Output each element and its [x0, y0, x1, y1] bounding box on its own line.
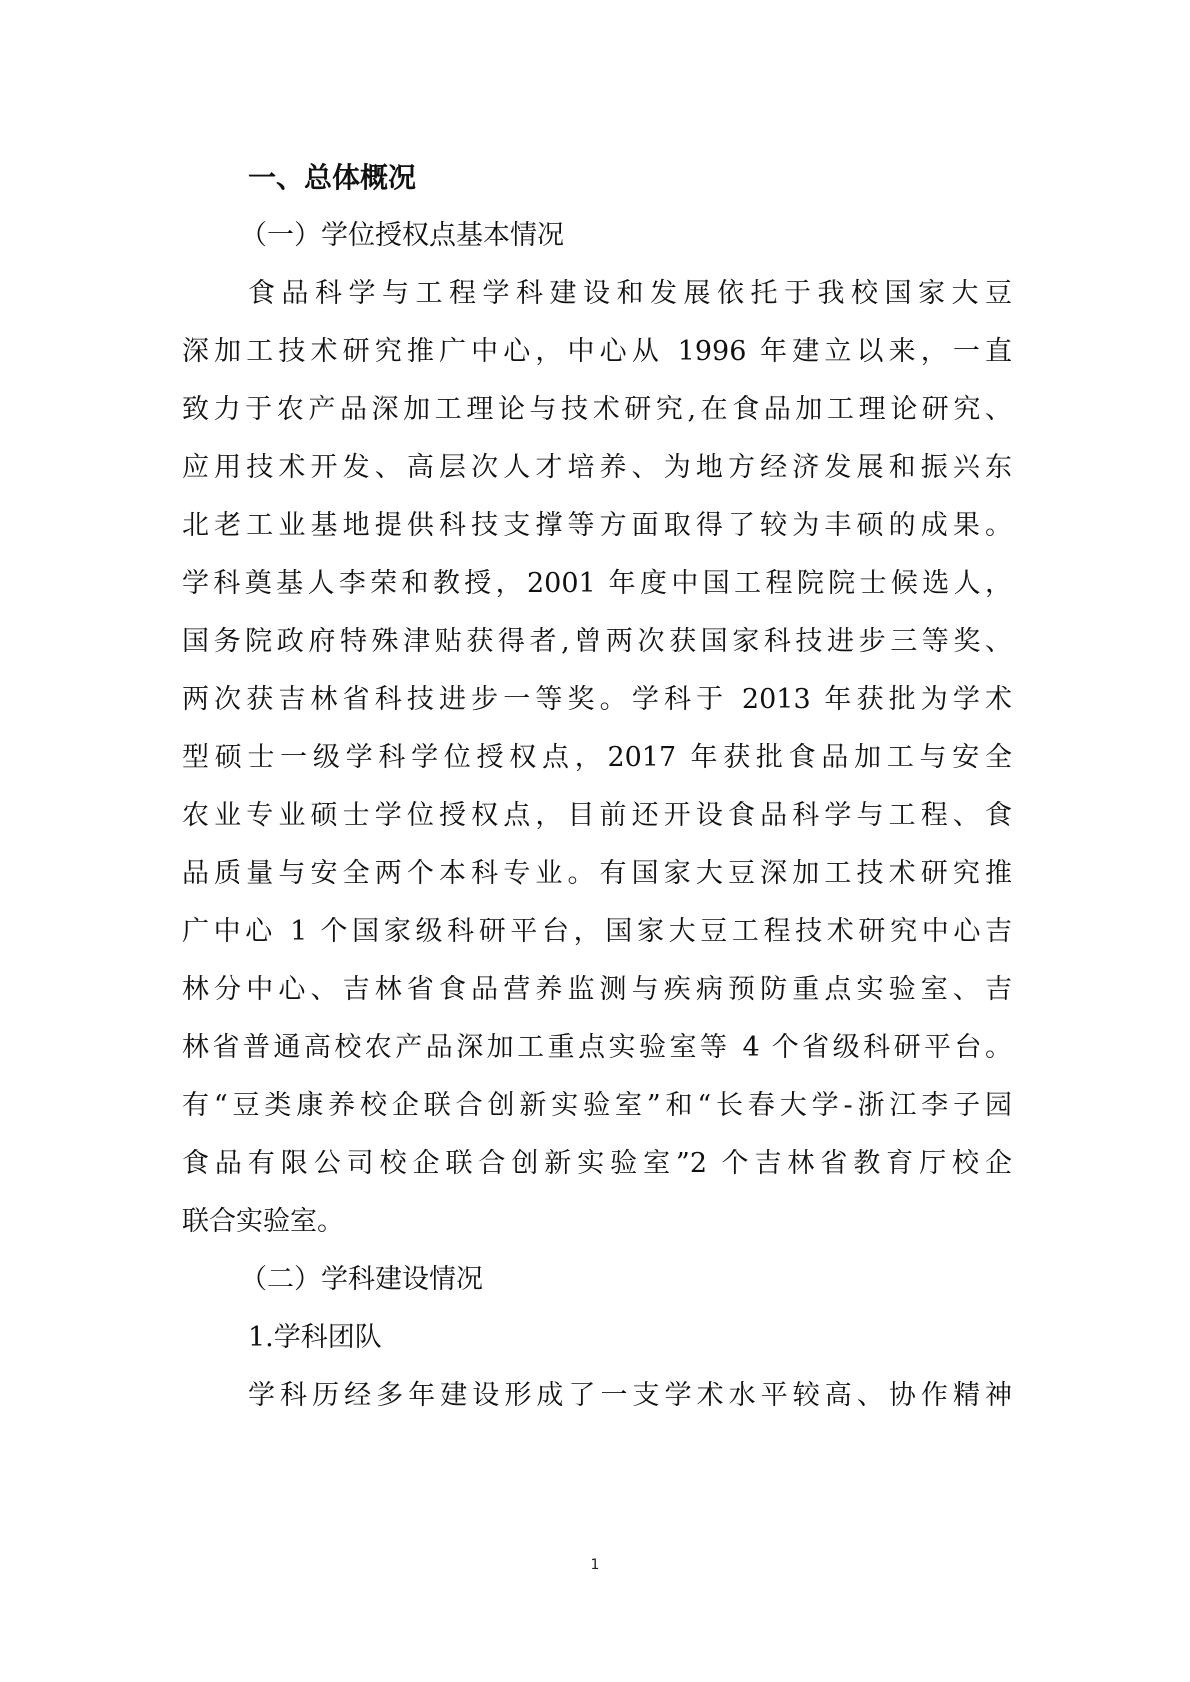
item-title: 1.学科团队 [248, 1322, 382, 1353]
page-number: 1 [590, 1557, 600, 1573]
paragraph-line: 应用技术开发、高层次人才培养、为地方经济发展和振兴东 [182, 452, 1012, 483]
subsection-title: （二）学科建设情况 [240, 1264, 483, 1295]
paragraph-line: 深加工技术研究推广中心，中心从 1996 年建立以来，一直 [182, 336, 1012, 367]
paragraph-line: 北老工业基地提供科技支撑等方面取得了较为丰硕的成果。 [182, 510, 1012, 541]
paragraph-line: 两次获吉林省科技进步一等奖。学科于 2013 年获批为学术 [182, 684, 1012, 715]
paragraph-line: 致力于农产品深加工理论与技术研究,在食品加工理论研究、 [182, 394, 1012, 425]
section-title: 一、总体概况 [248, 161, 417, 194]
paragraph-line: 学科历经多年建设形成了一支学术水平较高、协作精神 [248, 1380, 1012, 1411]
paragraph-line: 广中心 1 个国家级科研平台，国家大豆工程技术研究中心吉 [182, 916, 1012, 947]
paragraph-line: 林分中心、吉林省食品营养监测与疾病预防重点实验室、吉 [182, 974, 1012, 1005]
paragraph-line: 食品有限公司校企联合创新实验室”2 个吉林省教育厅校企 [182, 1148, 1012, 1179]
paragraph-line: 品质量与安全两个本科专业。有国家大豆深加工技术研究推 [182, 858, 1012, 889]
paragraph-line: 有“豆类康养校企联合创新实验室”和“长春大学-浙江李子园 [182, 1090, 1012, 1121]
paragraph-line: 联合实验室。 [182, 1206, 344, 1237]
paragraph-line: 农业专业硕士学位授权点，目前还开设食品科学与工程、食 [182, 800, 1012, 831]
paragraph-line: 型硕士一级学科学位授权点，2017 年获批食品加工与安全 [182, 742, 1012, 773]
paragraph-line: 食品科学与工程学科建设和发展依托于我校国家大豆 [248, 278, 1012, 309]
paragraph-line: 学科奠基人李荣和教授，2001 年度中国工程院院士候选人， [182, 568, 1012, 599]
subsection-title: （一）学位授权点基本情况 [240, 220, 564, 251]
paragraph-line: 林省普通高校农产品深加工重点实验室等 4 个省级科研平台。 [182, 1032, 1012, 1063]
paragraph-line: 国务院政府特殊津贴获得者,曾两次获国家科技进步三等奖、 [182, 626, 1012, 657]
